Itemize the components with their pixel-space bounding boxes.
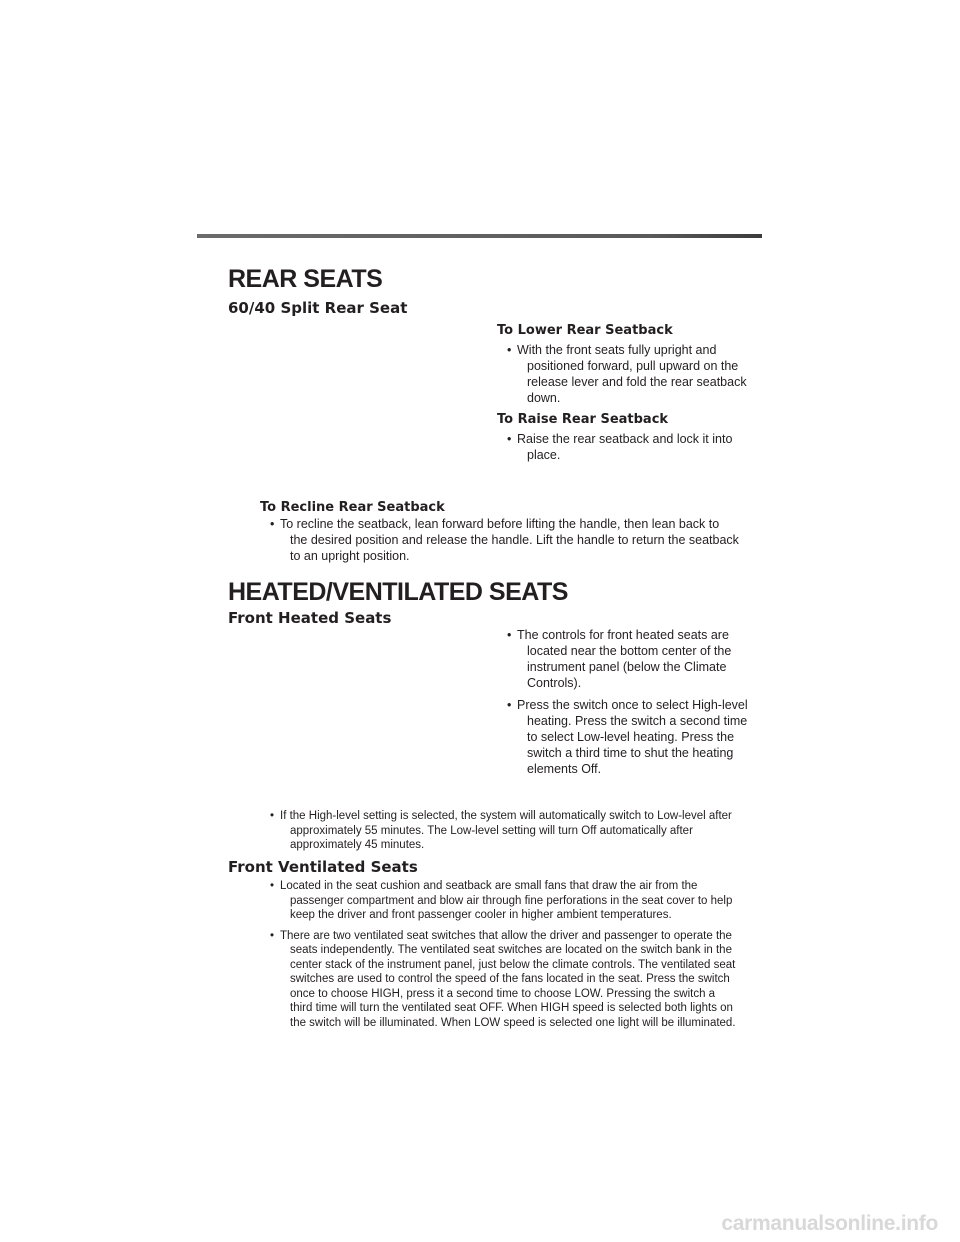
subheading-front-heated-seats: Front Heated Seats <box>228 609 392 627</box>
list-item: • Raise the rear seatback and lock it into place. <box>507 431 747 463</box>
heading-recline-rear-seatback: To Recline Rear Seatback <box>260 500 445 515</box>
section-heading-heated-ventilated-seats: HEATED/VENTILATED SEATS <box>228 578 568 606</box>
list-item: • The controls for front heated seats are located near the bottom center of the instrument panel (below the Climate Controls). <box>507 627 752 691</box>
list-item: • Press the switch once to select High-level heating. Press the switch a second time to select Low-level heating. Press the switch a third time to shut the heating elements Off. <box>507 697 752 777</box>
watermark: carmanualsonline.info <box>721 1212 938 1235</box>
front-heated-list <box>507 627 752 783</box>
raise-seatback-list <box>507 431 747 469</box>
heading-raise-rear-seatback: To Raise Rear Seatback <box>497 412 669 427</box>
subheading-split-rear-seat: 60/40 Split Rear Seat <box>228 299 408 317</box>
list-item: • Located in the seat cushion and seatback are small fans that draw the air from the passenger compartment and blow air through fine perforations in the seat cover to help keep the driver and front passenger cooler in higher ambient temperatures. <box>270 879 740 923</box>
heading-lower-rear-seatback: To Lower Rear Seatback <box>497 323 673 338</box>
subheading-front-ventilated-seats: Front Ventilated Seats <box>228 858 418 876</box>
list-item: • There are two ventilated seat switches that allow the driver and passenger to operate the seats independently. The ventilated seat switches are located on the switch bank in the center stack of the instrument panel, just below the climate controls. The ventilated seat switches are used to control the speed of the fans located in the seat. Press the switch once to choose HIGH, press it a second time to choose LOW. Pressing the switch a third time will turn the ventilated seat OFF. When HIGH speed is selected both lights on the switch will be illuminated. When LOW speed is selected one light will be illuminated. <box>270 929 740 1031</box>
list-item: • If the High-level setting is selected, the system will automatically switch to Low-level after approximately 55 minutes. The Low-level setting will turn Off automatically after approximately 45 minutes. <box>270 809 740 853</box>
front-heated-note-list <box>270 809 740 859</box>
section-heading-rear-seats: REAR SEATS <box>228 265 383 293</box>
recline-seatback-list <box>270 516 740 570</box>
front-ventilated-list <box>270 879 740 1036</box>
header-rule <box>197 234 762 238</box>
lower-seatback-list <box>507 342 747 412</box>
list-item: • With the front seats fully upright and positioned forward, pull upward on the release lever and fold the rear seatback down. <box>507 342 747 406</box>
list-item: • To recline the seatback, lean forward before lifting the handle, then lean back to the desired position and release the handle. Lift the handle to return the seatback to an upright position. <box>270 516 740 564</box>
